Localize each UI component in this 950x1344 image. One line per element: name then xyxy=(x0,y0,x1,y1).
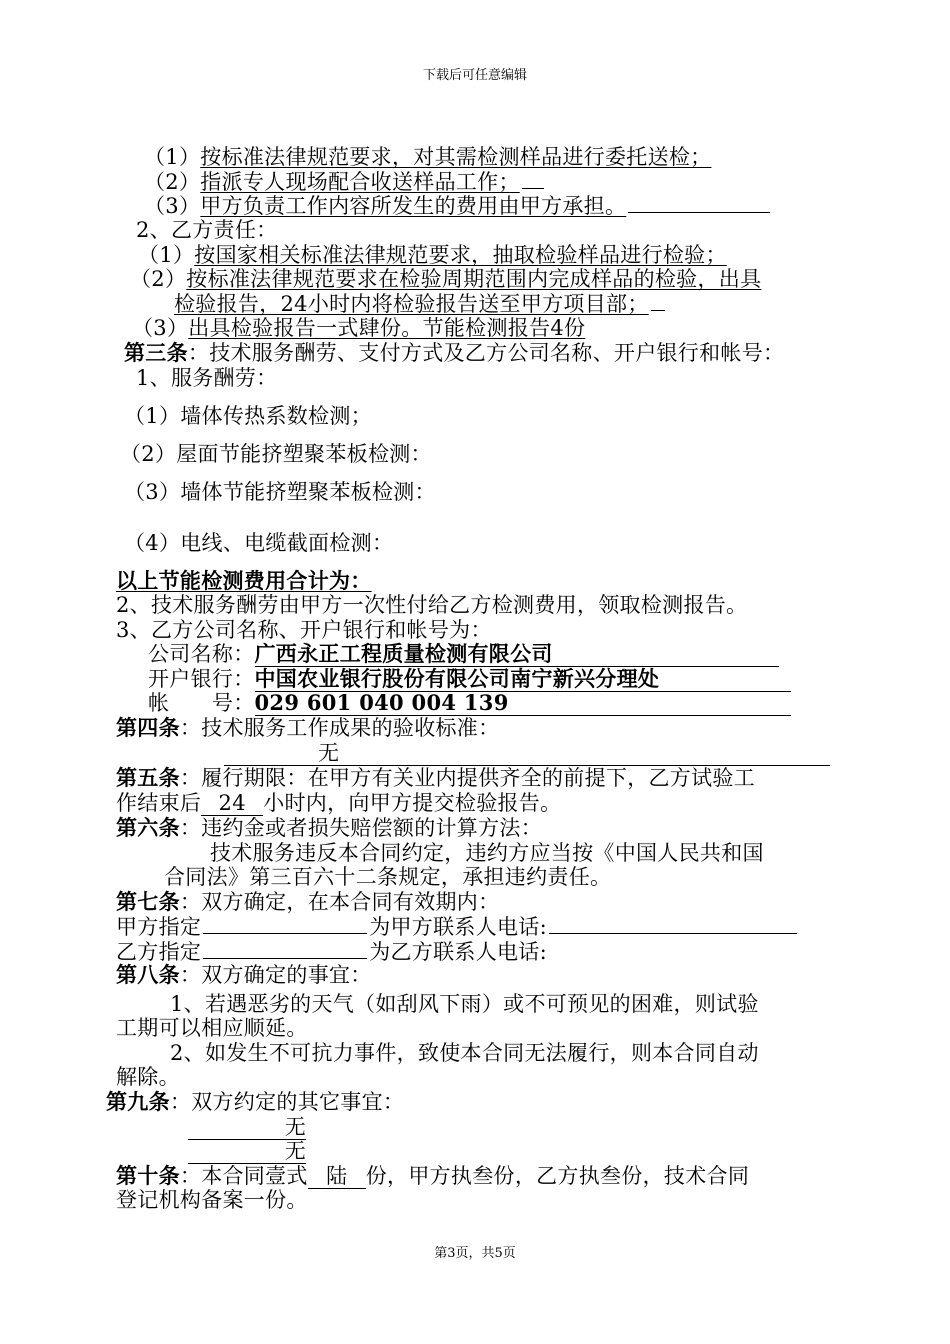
other-value: 无 xyxy=(188,1139,306,1164)
party-a-item-2 xyxy=(144,168,546,195)
article-6-heading xyxy=(116,815,542,841)
article-4-heading xyxy=(116,715,499,741)
article-6-line-3: 合同法》第三百六十二条规定，承担违约责任。 xyxy=(164,865,612,889)
party-a-contact-row xyxy=(116,913,799,940)
item-number: （1） xyxy=(144,145,201,169)
party-b-item-1 xyxy=(138,242,727,268)
party-b-item-3 xyxy=(132,315,585,341)
item-text: 按标准法律规范要求在检验周期范围内完成样品的检验，出具 xyxy=(186,267,762,291)
item-text: 出具检验报告一式肆份。节能检测报告4份 xyxy=(188,316,586,340)
fee-item-4: （4）电线、电缆截面检测： xyxy=(124,531,394,555)
text: 作结束后 xyxy=(116,791,202,815)
party-b-contact-row xyxy=(116,938,547,965)
copies-value: 陆 xyxy=(308,1164,366,1189)
bank-title: 3、乙方公司名称、开户银行和帐号为： xyxy=(116,618,492,642)
item-number: （3） xyxy=(132,316,189,340)
text: 为甲方联系人电话: xyxy=(369,915,547,939)
fee-total: 以上节能检测费用合计为： xyxy=(116,568,372,593)
bank-label: 开户银行： xyxy=(148,667,255,691)
bank-name: 中国农业银行股份有限公司南宁新兴分理处 xyxy=(255,667,791,692)
party-b-item-2 xyxy=(130,266,761,292)
article-8-p2: 2、如发生不可抗力事件，致使本合同无法履行，则本合同自动 xyxy=(170,1041,759,1065)
article-text: ：双方确定，在本合同有效期内： xyxy=(179,890,500,914)
item-number: （2） xyxy=(144,170,201,194)
party-a-item-1 xyxy=(144,144,717,170)
text: 乙方指定 xyxy=(116,940,202,964)
item-number: （1） xyxy=(138,243,195,267)
item-text: 按标准法律规范要求，对其需检测样品进行委托送检； xyxy=(200,145,712,169)
party-a-item-3 xyxy=(144,192,772,219)
article-8-p2-cont: 解除。 xyxy=(116,1065,180,1089)
account-label: 帐 号： xyxy=(148,691,255,715)
article-6-line-2: 技术服务违反本合同约定，违约方应当按《中国人民共和国 xyxy=(210,841,764,865)
article-8-heading xyxy=(116,962,372,988)
article-5-heading xyxy=(116,765,755,791)
article-label: 第四条 xyxy=(116,715,180,740)
article-8-p1-cont: 工期可以相应顺延。 xyxy=(116,1016,308,1040)
payment-method: 2、技术服务酬劳由甲方一次性付给乙方检测费用，领取检测报告。 xyxy=(116,593,748,617)
other-value: 无 xyxy=(188,1115,306,1140)
article-10-line-2: 登记机构备案一份。 xyxy=(116,1188,308,1212)
item-number: （3） xyxy=(144,194,201,218)
item-number: （2） xyxy=(130,267,187,291)
article-5-line-2 xyxy=(116,790,561,816)
article-10-heading xyxy=(116,1163,749,1189)
bank-row xyxy=(148,666,791,692)
article-3-heading xyxy=(124,340,784,366)
article-text: ：履行期限：在甲方有关业内提供齐全的前提下，乙方试验工 xyxy=(179,766,756,790)
fee-item-3: （3）墙体节能挤塑聚苯板检测： xyxy=(124,480,436,504)
account-row xyxy=(148,690,791,716)
article-label: 第八条 xyxy=(116,962,180,987)
article-7-heading xyxy=(116,889,499,915)
article-label: 第三条 xyxy=(124,340,188,365)
other-matters-2 xyxy=(188,1138,306,1164)
article-text: 份，甲方执叁份，乙方执叁份，技术合同 xyxy=(365,1164,750,1188)
item-text: 检验报告，24小时内将检验报告送至甲方项目部； xyxy=(174,292,649,316)
fee-title: 1、服务酬劳： xyxy=(136,366,278,390)
article-text: ：技术服务工作成果的验收标准： xyxy=(179,716,500,740)
article-label: 第七条 xyxy=(116,889,180,914)
article-text: ：技术服务酬劳、支付方式及乙方公司名称、开户银行和帐号： xyxy=(187,341,785,365)
party-a-contact-blank xyxy=(203,913,367,934)
text: 为乙方联系人电话: xyxy=(369,940,547,964)
text: 甲方指定 xyxy=(116,915,202,939)
account-number: 029 601 040 004 139 xyxy=(255,691,791,716)
article-text: ：双方确定的事宜： xyxy=(179,963,372,987)
item-text: 按国家相关标准法律规范要求，抽取检验样品进行检验； xyxy=(194,243,727,267)
company-name: 广西永正工程质量检测有限公司 xyxy=(255,642,779,667)
fee-item-1: （1）墙体传热系数检测； xyxy=(124,404,372,428)
acceptance-value: 无 xyxy=(224,741,830,766)
item-text: 甲方负责工作内容所发生的费用由甲方承担。 xyxy=(200,194,627,218)
party-b-item-2-cont xyxy=(174,290,667,317)
item-text: 指派专人现场配合收送样品工作； xyxy=(200,170,520,194)
page-header: 下载后可任意编辑 xyxy=(422,68,527,83)
other-matters-1 xyxy=(188,1114,306,1140)
article-label: 第十条 xyxy=(116,1163,180,1188)
party-b-title: 2、乙方责任： xyxy=(136,218,278,242)
fee-item-2: （2）屋面节能挤塑聚苯板检测： xyxy=(120,442,432,466)
article-8-p1: 1、若遇恶劣的天气（如刮风下雨）或不可预见的困难，则试验 xyxy=(170,992,759,1016)
article-text: ：本合同壹式 xyxy=(179,1164,308,1188)
article-text: ：违约金或者损失赔偿额的计算方法： xyxy=(179,816,543,840)
party-a-phone-blank xyxy=(549,913,797,934)
article-label: 第九条 xyxy=(106,1089,170,1114)
page-footer: 第3页，共5页 xyxy=(434,1246,516,1261)
article-9-heading xyxy=(106,1089,404,1115)
company-row xyxy=(148,641,779,667)
party-b-contact-blank xyxy=(203,938,367,959)
article-label: 第五条 xyxy=(116,765,180,790)
article-label: 第六条 xyxy=(116,815,180,840)
article-text: ：双方约定的其它事宜： xyxy=(169,1090,405,1114)
company-label: 公司名称： xyxy=(148,642,255,666)
acceptance-standard xyxy=(224,740,830,766)
text: 小时内，向甲方提交检验报告。 xyxy=(263,791,562,815)
hours-value: 24 xyxy=(201,791,263,816)
